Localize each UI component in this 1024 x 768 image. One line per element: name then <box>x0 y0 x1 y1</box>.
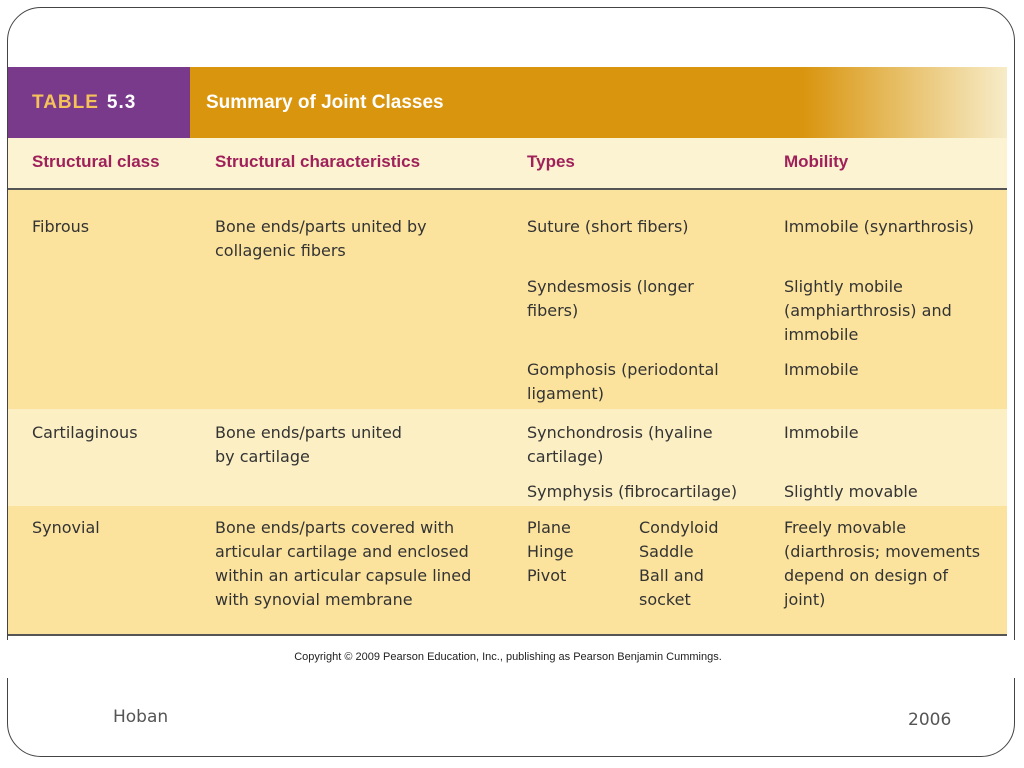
cartilaginous-mobility-symphysis <box>784 480 918 504</box>
text-line: (amphiarthrosis) and <box>784 301 952 320</box>
fibrous-type-gomphosis <box>527 358 719 406</box>
table-row-cartilaginous <box>8 409 1007 506</box>
text-line: ligament) <box>527 384 604 403</box>
text-line: Immobile <box>784 423 859 442</box>
text-line: Immobile <box>784 360 859 379</box>
text-line: Pivot <box>527 566 567 585</box>
text-line: Hinge <box>527 542 574 561</box>
footer-year: 2006 <box>908 710 952 730</box>
text-line: Suture (short fibers) <box>527 217 689 236</box>
text-line: Bone ends/parts united <box>215 423 402 442</box>
fibrous-characteristics <box>215 215 427 263</box>
cartilaginous-mobility-synchondrosis <box>784 421 859 445</box>
table-banner <box>8 67 1007 138</box>
table-label-word: TABLE <box>32 91 99 113</box>
fibrous-mobility-syndesmosis <box>784 275 952 347</box>
synovial-types-col2 <box>639 516 719 612</box>
text-line: by cartilage <box>215 447 310 466</box>
text-line: Saddle <box>639 542 694 561</box>
text-line: collagenic fibers <box>215 241 346 260</box>
text-line: immobile <box>784 325 859 344</box>
table-label <box>8 67 190 138</box>
text-line: cartilage) <box>527 447 604 466</box>
table-header-row <box>8 138 1007 190</box>
fibrous-mobility-gomphosis <box>784 358 859 382</box>
header-structural-class: Structural class <box>32 152 160 171</box>
text-line: with synovial membrane <box>215 590 413 609</box>
text-line: joint) <box>784 590 826 609</box>
cartilaginous-class: Cartilaginous <box>32 423 138 442</box>
text-line: depend on design of <box>784 566 948 585</box>
text-line: Bone ends/parts united by <box>215 217 427 236</box>
synovial-mobility <box>784 516 980 612</box>
text-line: Symphysis (fibrocartilage) <box>527 482 738 501</box>
text-line: socket <box>639 590 691 609</box>
fibrous-mobility-suture <box>784 215 974 239</box>
table-row-synovial <box>8 506 1007 636</box>
text-line: Ball and <box>639 566 704 585</box>
table-row-fibrous <box>8 190 1007 409</box>
text-line: Gomphosis (periodontal <box>527 360 719 379</box>
text-line: fibers) <box>527 301 579 320</box>
fibrous-class: Fibrous <box>32 217 90 236</box>
text-line: Immobile (synarthrosis) <box>784 217 975 236</box>
fibrous-type-syndesmosis <box>527 275 694 323</box>
header-structural-characteristics: Structural characteristics <box>215 152 421 171</box>
text-line: Freely movable <box>784 518 907 537</box>
text-line: articular cartilage and enclosed <box>215 542 469 561</box>
text-line: Slightly mobile <box>784 277 903 296</box>
table-title: Summary of Joint Classes <box>190 67 1007 138</box>
text-line: Plane <box>527 518 571 537</box>
text-line: (diarthrosis; movements <box>784 542 981 561</box>
text-line: Bone ends/parts covered with <box>215 518 455 537</box>
text-line: Slightly movable <box>784 482 918 501</box>
text-line: Condyloid <box>639 518 719 537</box>
fibrous-type-suture <box>527 215 689 239</box>
synovial-class: Synovial <box>32 518 100 537</box>
synovial-characteristics <box>215 516 471 612</box>
joint-classes-table <box>8 67 1007 636</box>
table-label-number: 5.3 <box>106 91 137 113</box>
text-line: Syndesmosis (longer <box>527 277 694 296</box>
copyright-notice: Copyright © 2009 Pearson Education, Inc., publishing as Pearson Benjamin Cummings. <box>294 651 722 663</box>
cartilaginous-type-synchondrosis <box>527 421 713 469</box>
text-line: Synchondrosis (hyaline <box>527 423 713 442</box>
cartilaginous-type-symphysis <box>527 480 737 504</box>
cartilaginous-characteristics <box>215 421 402 469</box>
synovial-types-col1 <box>527 516 574 588</box>
header-types: Types <box>527 152 575 171</box>
text-line: within an articular capsule lined <box>215 566 472 585</box>
footer-author: Hoban <box>113 707 169 727</box>
header-mobility: Mobility <box>784 152 849 171</box>
